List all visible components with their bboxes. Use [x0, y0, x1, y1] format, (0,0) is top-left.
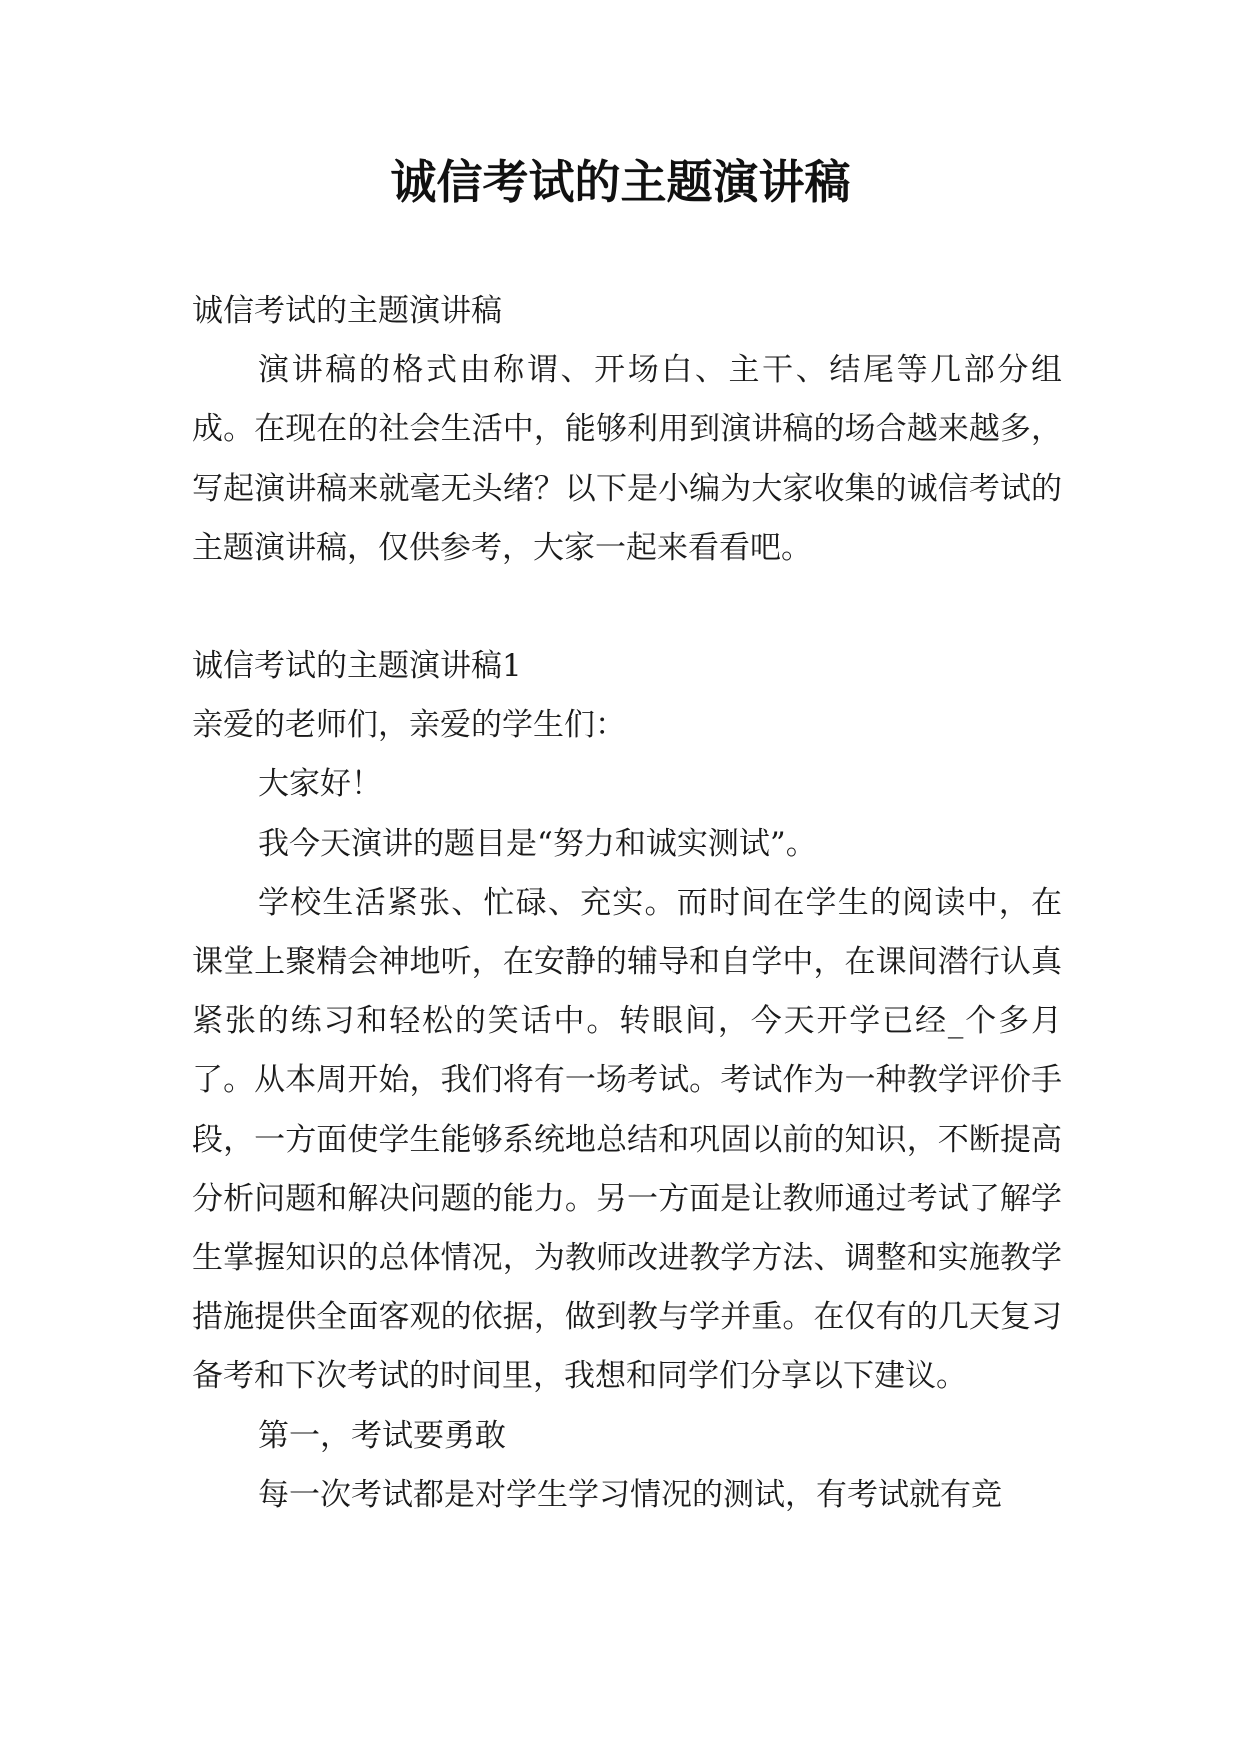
- speech-topic: 我今天演讲的题目是“努力和诚实测试”。: [258, 825, 817, 862]
- document-subtitle: 诚信考试的主题演讲稿: [192, 293, 502, 329]
- main-paragraph: 学校生活紧张、忙碌、充实。而时间在学生的阅读中，在课堂上聚精会神地听，在安静的辅导和自学中，在课间潜行认真紧张的练习和轻松的笑话中。转眼间，今天开学已经_个多月了。从本周开始，我们将有一场考试。考试作为一种教学评价手段，一方面使学生能够系统地总结和巩固以前的知识，不断提高分析问题和解决问题的能力。另一方面是让教师通过考试了解学生掌握知识的总体情况，为教师改进教学方法、调整和实施教学措施提供全面客观的依据，做到教与学并重。在仅有的几天复习备考和下次考试的时间里，我想和同学们分享以下建议。: [192, 884, 1062, 1395]
- salutation: 亲爱的老师们，亲爱的学生们：: [192, 707, 626, 744]
- document-title: 诚信考试的主题演讲稿: [390, 155, 851, 209]
- document-body: [192, 282, 1062, 1525]
- point-one-heading: 第一，考试要勇敢: [258, 1417, 506, 1454]
- intro-paragraph: 演讲稿的格式由称谓、开场白、主干、结尾等几部分组成。在现在的社会生活中，能够利用到演讲稿的场合越来越多，写起演讲稿来就毫无头绪？以下是小编为大家收集的诚信考试的主题演讲稿，仅供参考，大家一起来看看吧。: [192, 352, 1062, 566]
- greeting: 大家好！: [258, 766, 382, 803]
- paragraph-gap: [192, 578, 1062, 637]
- section-heading: 诚信考试的主题演讲稿1: [192, 648, 522, 685]
- last-paragraph: 每一次考试都是对学生学习情况的测试，有考试就有竞: [258, 1476, 1002, 1513]
